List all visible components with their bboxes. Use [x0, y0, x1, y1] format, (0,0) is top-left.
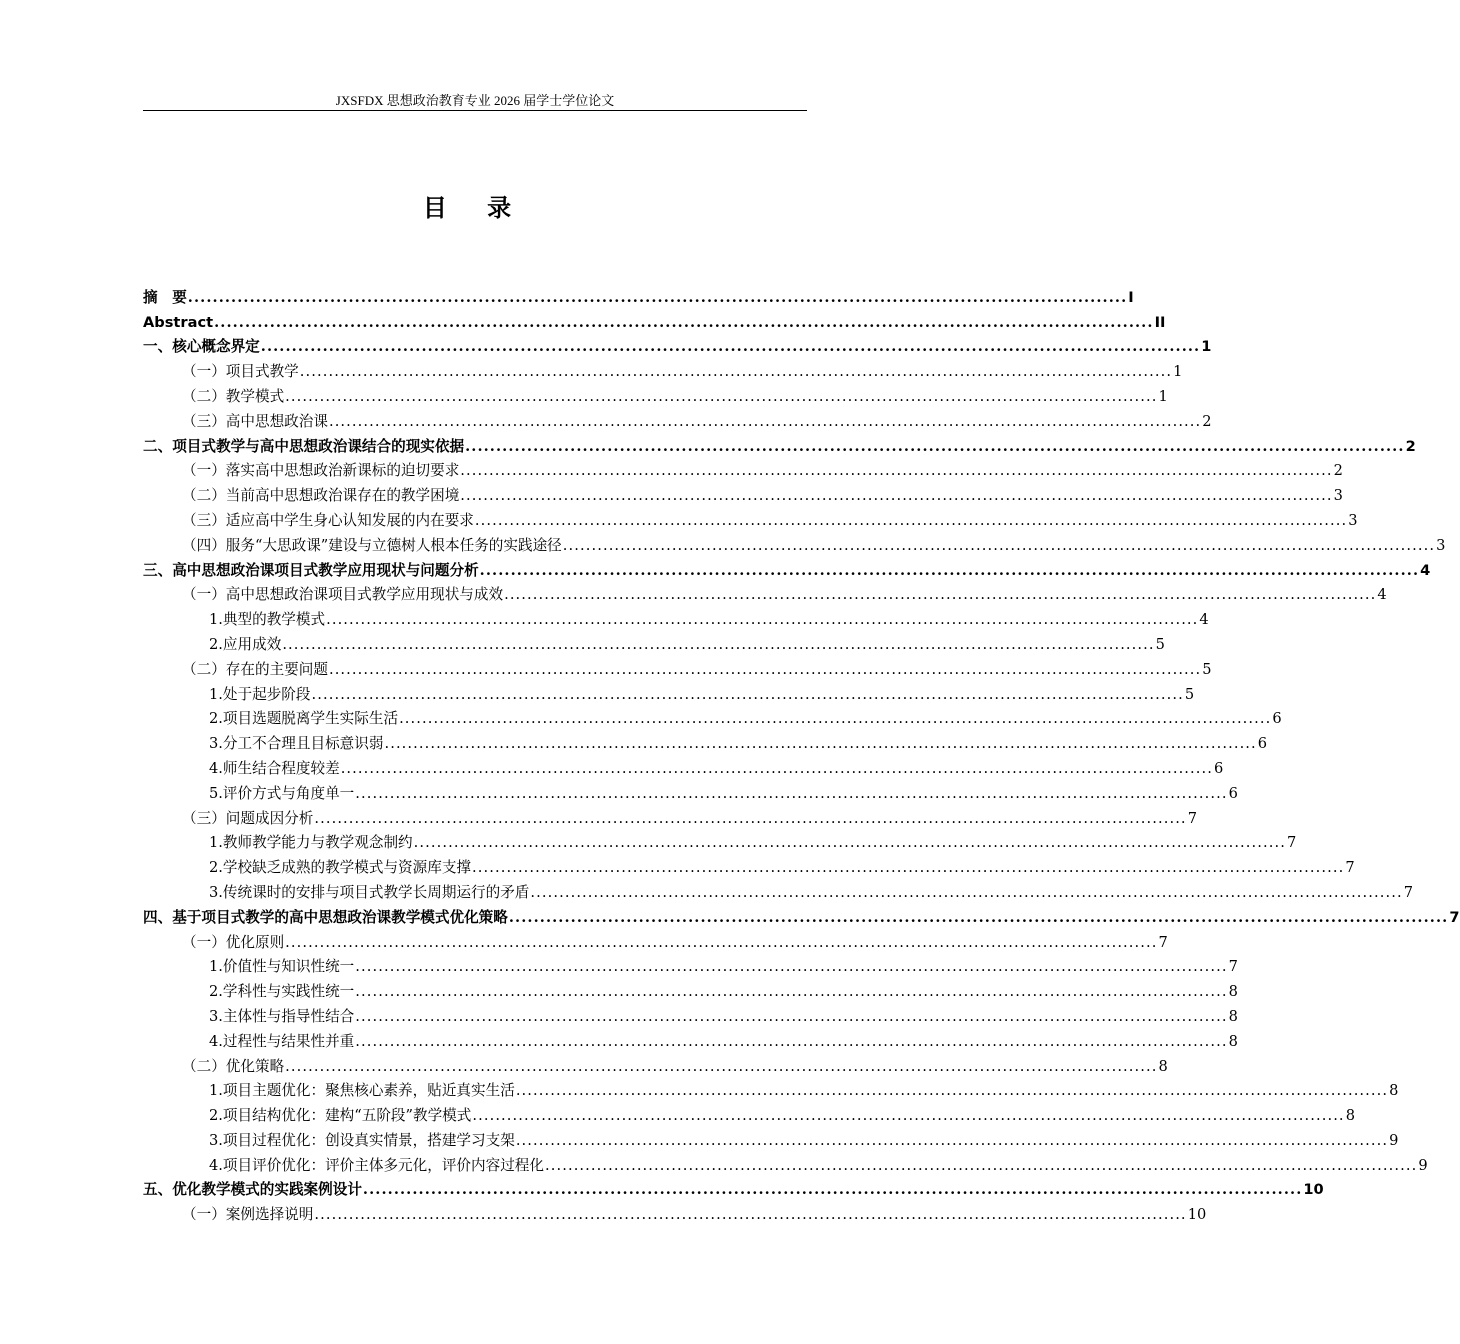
toc-entry-page: 1	[1201, 338, 1212, 356]
toc-entry-page: 3	[1333, 487, 1343, 505]
toc-leader-dots: ........................................................................................................................................................	[285, 387, 1158, 405]
toc-entry-page: 9	[1418, 1156, 1428, 1174]
toc-entry-page: 5	[1202, 660, 1212, 678]
toc-entry[interactable]	[143, 283, 1134, 308]
toc-entry-page: 6	[1228, 784, 1238, 802]
header-rule	[143, 110, 807, 111]
toc-entry-page: 2	[1202, 412, 1212, 430]
toc-entry-page: 7	[1187, 809, 1197, 827]
toc-leader-dots: ........................................................................................................................................................	[504, 586, 1377, 604]
toc-entry-page: 7	[1449, 908, 1460, 926]
toc-leader-dots: ........................................................................................................................................................	[474, 511, 1348, 529]
toc-leader-dots: ........................................................................................................................................................	[355, 784, 1228, 802]
toc-entry-page: II	[1154, 313, 1166, 331]
toc-entry-label: 二、项目式教学与高中思想政治课结合的现实依据	[143, 437, 465, 455]
toc-entry-page: 3	[1436, 536, 1446, 554]
toc-entry-page: 1	[1158, 387, 1168, 405]
toc-entry-page: 4	[1420, 561, 1431, 579]
toc-leader-dots: ........................................................................................................................................................	[311, 685, 1184, 703]
toc-leader-dots: ........................................................................................................................................................	[328, 660, 1202, 678]
toc-entry-label: 四、基于项目式教学的高中思想政治课教学模式优化策略	[143, 908, 508, 926]
toc-entry-page: 7	[1403, 883, 1414, 901]
toc-entry-page: 10	[1187, 1206, 1207, 1224]
toc-entry[interactable]	[143, 481, 1343, 506]
toc-entry-label: 1.教师教学能力与教学观念制约	[209, 834, 413, 852]
toc-leader-dots: ........................................................................................................................................................	[472, 859, 1345, 877]
toc-entry-label: 3.主体性与指导性结合	[209, 1007, 355, 1025]
toc-entry-page: 5	[1184, 685, 1195, 703]
toc-entry[interactable]	[143, 928, 1168, 953]
toc-leader-dots: ........................................................................................................................................................	[355, 983, 1228, 1001]
toc-entry-label: （三）适应高中学生身心认知发展的内在要求	[182, 511, 474, 529]
toc-entry-label: （一）优化原则	[182, 933, 285, 951]
toc-entry-page: 8	[1158, 1057, 1168, 1075]
toc-entry[interactable]	[143, 680, 1195, 705]
toc-leader-dots: ........................................................................................................................................................	[355, 958, 1228, 976]
toc-entry-label: （一）案例选择说明	[182, 1206, 314, 1224]
toc-entry-label: 1.典型的教学模式	[209, 611, 326, 629]
toc-entry[interactable]	[143, 779, 1238, 804]
toc-entry-label: 五、优化教学模式的实践案例设计	[143, 1181, 362, 1199]
toc-leader-dots: ........................................................................................................................................................	[472, 1107, 1345, 1125]
toc-entry-label: 3.项目过程优化：创设真实情景，搭建学习支架	[209, 1131, 515, 1149]
toc-leader-dots: ........................................................................................................................................................	[299, 363, 1173, 381]
toc-entry-page: 8	[1228, 1007, 1238, 1025]
toc-entry-page: 2	[1333, 462, 1343, 480]
toc-leader-dots: ........................................................................................................................................................	[285, 1057, 1158, 1075]
toc-entry-label: （二）存在的主要问题	[182, 660, 328, 678]
toc-entry-label: 2.学校缺乏成熟的教学模式与资源库支撑	[209, 859, 472, 877]
toc-entry-label: 4.过程性与结果性并重	[209, 1032, 355, 1050]
toc-leader-dots: ........................................................................................................................................................	[508, 908, 1449, 926]
toc-leader-dots: ........................................................................................................................................................	[314, 809, 1187, 827]
toc-entry[interactable]	[143, 705, 1282, 730]
toc-entry-page: 7	[1228, 958, 1238, 976]
toc-entry[interactable]	[143, 804, 1197, 829]
toc-leader-dots: ........................................................................................................................................................	[355, 1007, 1228, 1025]
toc-entry-label: 2.应用成效	[209, 635, 282, 653]
toc-entry-page: 4	[1199, 611, 1209, 629]
toc-entry-label: （一）落实高中思想政治新课标的迫切要求	[182, 462, 460, 480]
toc-entry[interactable]	[143, 605, 1209, 630]
toc-entry[interactable]	[143, 729, 1268, 754]
toc-entry-label: 4.师生结合程度较差	[209, 759, 340, 777]
toc-entry-label: 4.项目评价优化：评价主体多元化，评价内容过程化	[209, 1156, 544, 1174]
toc-entry-page: 7	[1286, 834, 1297, 852]
toc-entry[interactable]	[143, 432, 1416, 457]
toc-entry-label: （一）项目式教学	[182, 363, 299, 381]
toc-leader-dots: ........................................................................................................................................................	[530, 883, 1403, 901]
toc-entry[interactable]	[143, 903, 1460, 928]
toc-entry[interactable]	[143, 953, 1238, 978]
toc-leader-dots: ........................................................................................................................................................	[515, 1131, 1389, 1149]
toc-entry-page: 8	[1345, 1107, 1355, 1125]
toc-entry-page: 10	[1303, 1181, 1324, 1199]
toc-entry[interactable]	[143, 1126, 1399, 1151]
toc-entry[interactable]	[143, 853, 1355, 878]
toc-entry-label: （一）高中思想政治课项目式教学应用现状与成效	[182, 586, 504, 604]
toc-entry[interactable]	[143, 1077, 1399, 1102]
toc-leader-dots: ........................................................................................................................................................	[260, 338, 1201, 356]
toc-leader-dots: ........................................................................................................................................................	[362, 1181, 1303, 1199]
toc-entry[interactable]	[143, 1101, 1355, 1126]
toc-leader-dots: ........................................................................................................................................................	[214, 313, 1154, 331]
toc-entry-label: 2.项目选题脱离学生实际生活	[209, 710, 399, 728]
toc-entry-label: 摘 要	[143, 288, 187, 306]
toc-entry[interactable]	[143, 581, 1387, 606]
toc-entry[interactable]	[143, 878, 1414, 903]
toc-entry-label: 3.分工不合理且目标意识弱	[209, 735, 384, 753]
toc-entry-page: 8	[1389, 1082, 1399, 1100]
toc-leader-dots: ........................................................................................................................................................	[413, 834, 1286, 852]
toc-entry[interactable]	[143, 308, 1166, 333]
toc-leader-dots: ........................................................................................................................................................	[282, 635, 1155, 653]
toc-entry[interactable]	[143, 1052, 1168, 1077]
toc-entry-label: 三、高中思想政治课项目式教学应用现状与问题分析	[143, 561, 479, 579]
toc-entry-page: 4	[1377, 586, 1387, 604]
toc-leader-dots: ........................................................................................................................................................	[326, 611, 1199, 629]
table-of-contents	[143, 283, 1460, 1225]
toc-entry[interactable]	[143, 407, 1212, 432]
toc-entry-label: （二）当前高中思想政治课存在的教学困境	[182, 487, 460, 505]
toc-entry[interactable]	[143, 1002, 1238, 1027]
toc-leader-dots: ........................................................................................................................................................	[314, 1206, 1187, 1224]
toc-entry-page: 6	[1214, 759, 1224, 777]
toc-entry[interactable]	[143, 655, 1212, 680]
toc-entry-label: （四）服务“大思政课”建设与立德树人根本任务的实践途径	[182, 536, 562, 554]
toc-entry-label: （三）问题成因分析	[182, 809, 314, 827]
toc-entry[interactable]	[143, 1027, 1238, 1052]
toc-entry[interactable]	[143, 333, 1212, 358]
toc-entry-label: Abstract	[143, 313, 214, 331]
toc-entry-label: （二）优化策略	[182, 1057, 285, 1075]
toc-entry-page: I	[1128, 288, 1134, 306]
toc-leader-dots: ........................................................................................................................................................	[460, 487, 1333, 505]
toc-entry[interactable]	[143, 556, 1431, 581]
toc-entry[interactable]	[143, 630, 1165, 655]
toc-leader-dots: ........................................................................................................................................................	[384, 735, 1257, 753]
toc-entry-label: 2.项目结构优化：建构“五阶段”教学模式	[209, 1107, 472, 1125]
page-title: 目 录	[422, 194, 528, 222]
toc-entry-page: 7	[1158, 933, 1168, 951]
toc-leader-dots: ........................................................................................................................................................	[285, 933, 1158, 951]
toc-entry-page: 7	[1345, 859, 1355, 877]
toc-entry[interactable]	[143, 457, 1343, 482]
toc-leader-dots: ........................................................................................................................................................	[399, 710, 1272, 728]
toc-leader-dots: ........................................................................................................................................................	[460, 462, 1333, 480]
toc-entry-label: 5.评价方式与角度单一	[209, 784, 355, 802]
toc-entry-label: 3.传统课时的安排与项目式教学长周期运行的矛盾	[209, 883, 530, 901]
toc-leader-dots: ........................................................................................................................................................	[562, 536, 1436, 554]
toc-entry[interactable]	[143, 977, 1238, 1002]
toc-leader-dots: ........................................................................................................................................................	[479, 561, 1420, 579]
toc-leader-dots: ........................................................................................................................................................	[545, 1156, 1418, 1174]
toc-leader-dots: ........................................................................................................................................................	[515, 1082, 1389, 1100]
toc-entry-page: 5	[1155, 635, 1165, 653]
toc-leader-dots: ........................................................................................................................................................	[328, 412, 1202, 430]
toc-entry[interactable]	[143, 754, 1224, 779]
toc-entry[interactable]	[143, 1176, 1324, 1201]
toc-entry[interactable]	[143, 1200, 1207, 1225]
toc-leader-dots: ........................................................................................................................................................	[465, 437, 1405, 455]
toc-entry-page: 8	[1228, 983, 1238, 1001]
toc-entry-label: 1.价值性与知识性统一	[209, 958, 355, 976]
toc-entry-label: 1.处于起步阶段	[209, 685, 311, 703]
toc-leader-dots: ........................................................................................................................................................	[187, 288, 1128, 306]
running-header: JXSFDX 思想政治教育专业 2026 届学士学位论文	[335, 93, 615, 108]
toc-entry-label: （三）高中思想政治课	[182, 412, 328, 430]
toc-entry-label: （二）教学模式	[182, 387, 285, 405]
toc-entry[interactable]	[143, 1151, 1428, 1176]
toc-entry[interactable]	[143, 382, 1168, 407]
toc-entry[interactable]	[143, 506, 1358, 531]
toc-entry[interactable]	[143, 357, 1183, 382]
toc-entry-label: 1.项目主题优化：聚焦核心素养，贴近真实生活	[209, 1082, 515, 1100]
toc-entry-page: 8	[1228, 1032, 1238, 1050]
toc-entry-label: 2.学科性与实践性统一	[209, 983, 355, 1001]
toc-entry-page: 6	[1257, 735, 1268, 753]
toc-entry[interactable]	[143, 829, 1297, 854]
toc-entry-page: 1	[1173, 363, 1183, 381]
toc-entry-page: 6	[1272, 710, 1282, 728]
toc-entry-page: 3	[1348, 511, 1358, 529]
toc-entry[interactable]	[143, 531, 1446, 556]
toc-entry-page: 9	[1389, 1131, 1399, 1149]
toc-entry-page: 2	[1405, 437, 1416, 455]
toc-entry-label: 一、核心概念界定	[143, 338, 260, 356]
toc-leader-dots: ........................................................................................................................................................	[340, 759, 1214, 777]
toc-leader-dots: ........................................................................................................................................................	[355, 1032, 1228, 1050]
